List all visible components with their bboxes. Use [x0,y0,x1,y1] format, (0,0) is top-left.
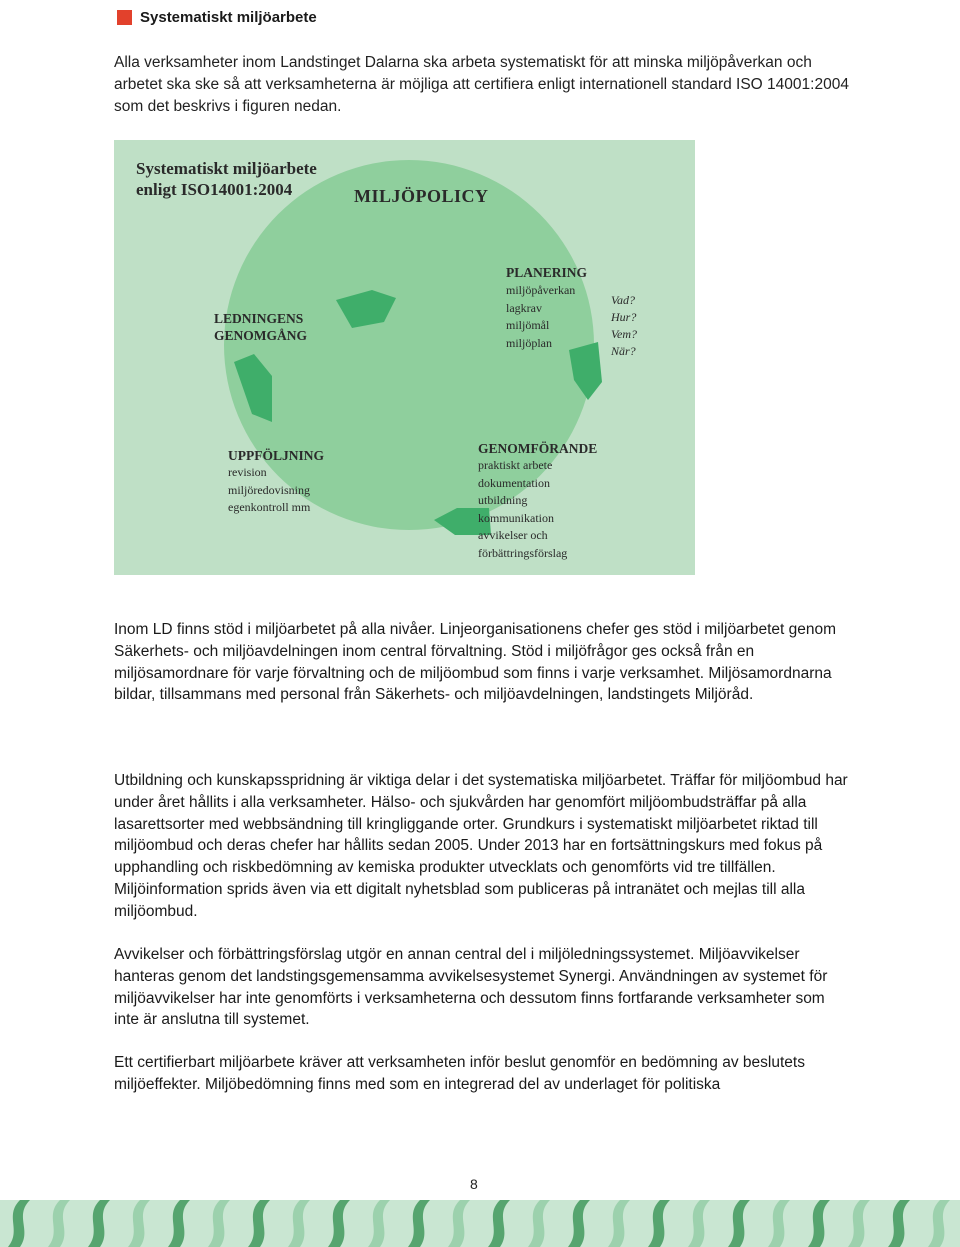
paragraph-support: Inom LD finns stöd i miljöarbetet på alla nivåer. Linjeorganisationens chefer ges stöd i miljöarbetet genom Säkerhets- och miljöavdelningen inom central förvaltning. Stöd i miljöfrågor ges också från en miljösamordnare för varje förvaltning och de miljöombud som finns i varje verksamhet. Miljösamordnarna bildar, tillsammans med personal från Säkerhets- och miljöavdelningen, landstingets Miljöråd. [114,621,837,704]
uppfoljning-items: revision miljöredovisning egenkontroll mm [228,465,311,514]
policy-label: MILJÖPOLICY [354,186,489,206]
genomforande-items: praktiskt arbete dokumentation utbildning kommunikation avvikelser och förbättringsförslag [478,458,568,560]
uppfoljning-heading: UPPFÖLJNING [228,448,324,463]
genomforande-heading: GENOMFÖRANDE [478,441,598,456]
iso14001-cycle-figure [114,140,695,575]
planering-questions: Vad? Hur? Vem? När? [611,293,637,358]
figure-title: Systematiskt miljöarbete enligt ISO14001:2004 [136,159,317,199]
planering-items: miljöpåverkan lagkrav miljömål miljöplan [506,283,576,350]
section-header [117,6,317,28]
paragraph-assessment: Ett certifierbart miljöarbete kräver att verksamheten inför beslut genomför en bedömning av beslutets miljöeffekter. Miljöbedömning finns med som en integrerad del av underlaget för politiska [114,1054,805,1093]
ledningens-heading: LEDNINGENS GENOMGÅNG [214,311,307,343]
section-title: Systematiskt miljöarbete [140,8,317,26]
paragraph-training: Utbildning och kunskapsspridning är viktiga delar i det systematiska miljöarbetet. Träffar för miljöombud har under året hållits i alla verksamheter. Hälso- och sjukvården har genomfört miljöombudsträffar på alla lasarettsorter med webbsändning till kringliggande orter. Grundkurs i systematiskt miljöarbetet riktad till miljöombud och deras chefer har hållits sedan 2005. Under 2013 har en fortsättningskurs med fokus på upphandling och riskbedömning av kemiska produkter utvecklats och genomförts vid tre tillfällen. Miljöinformation sprids även via ett digitalt nyhetsblad som publiceras på intranätet och mejlas till alla miljöombud. [114,772,848,920]
planering-heading: PLANERING [506,265,588,280]
paragraph-deviations: Avvikelser och förbättringsförslag utgör en annan central del i miljöledningssystemet. Miljöavvikelser hanteras genom det landstingsgemensamma avvikelsesystemet Synergi. Användningen av systemet för miljöavvikelser har inte genomförts i verksamheterna och dessutom finns fortfarande verksamheter som inte är anslutna till systemet. [114,946,828,1029]
red-square-icon [117,10,132,25]
decorative-footer-band [0,1200,960,1247]
intro-paragraph: Alla verksamheter inom Landstinget Dalarna ska arbeta systematiskt för att minska miljöpåverkan och arbetet ska ske så att verksamheterna är möjliga att certifiera enligt internationell standard ISO 14001:2004 som det beskrivs i figuren nedan. [114,54,849,115]
page-number: 8 [470,1176,478,1192]
